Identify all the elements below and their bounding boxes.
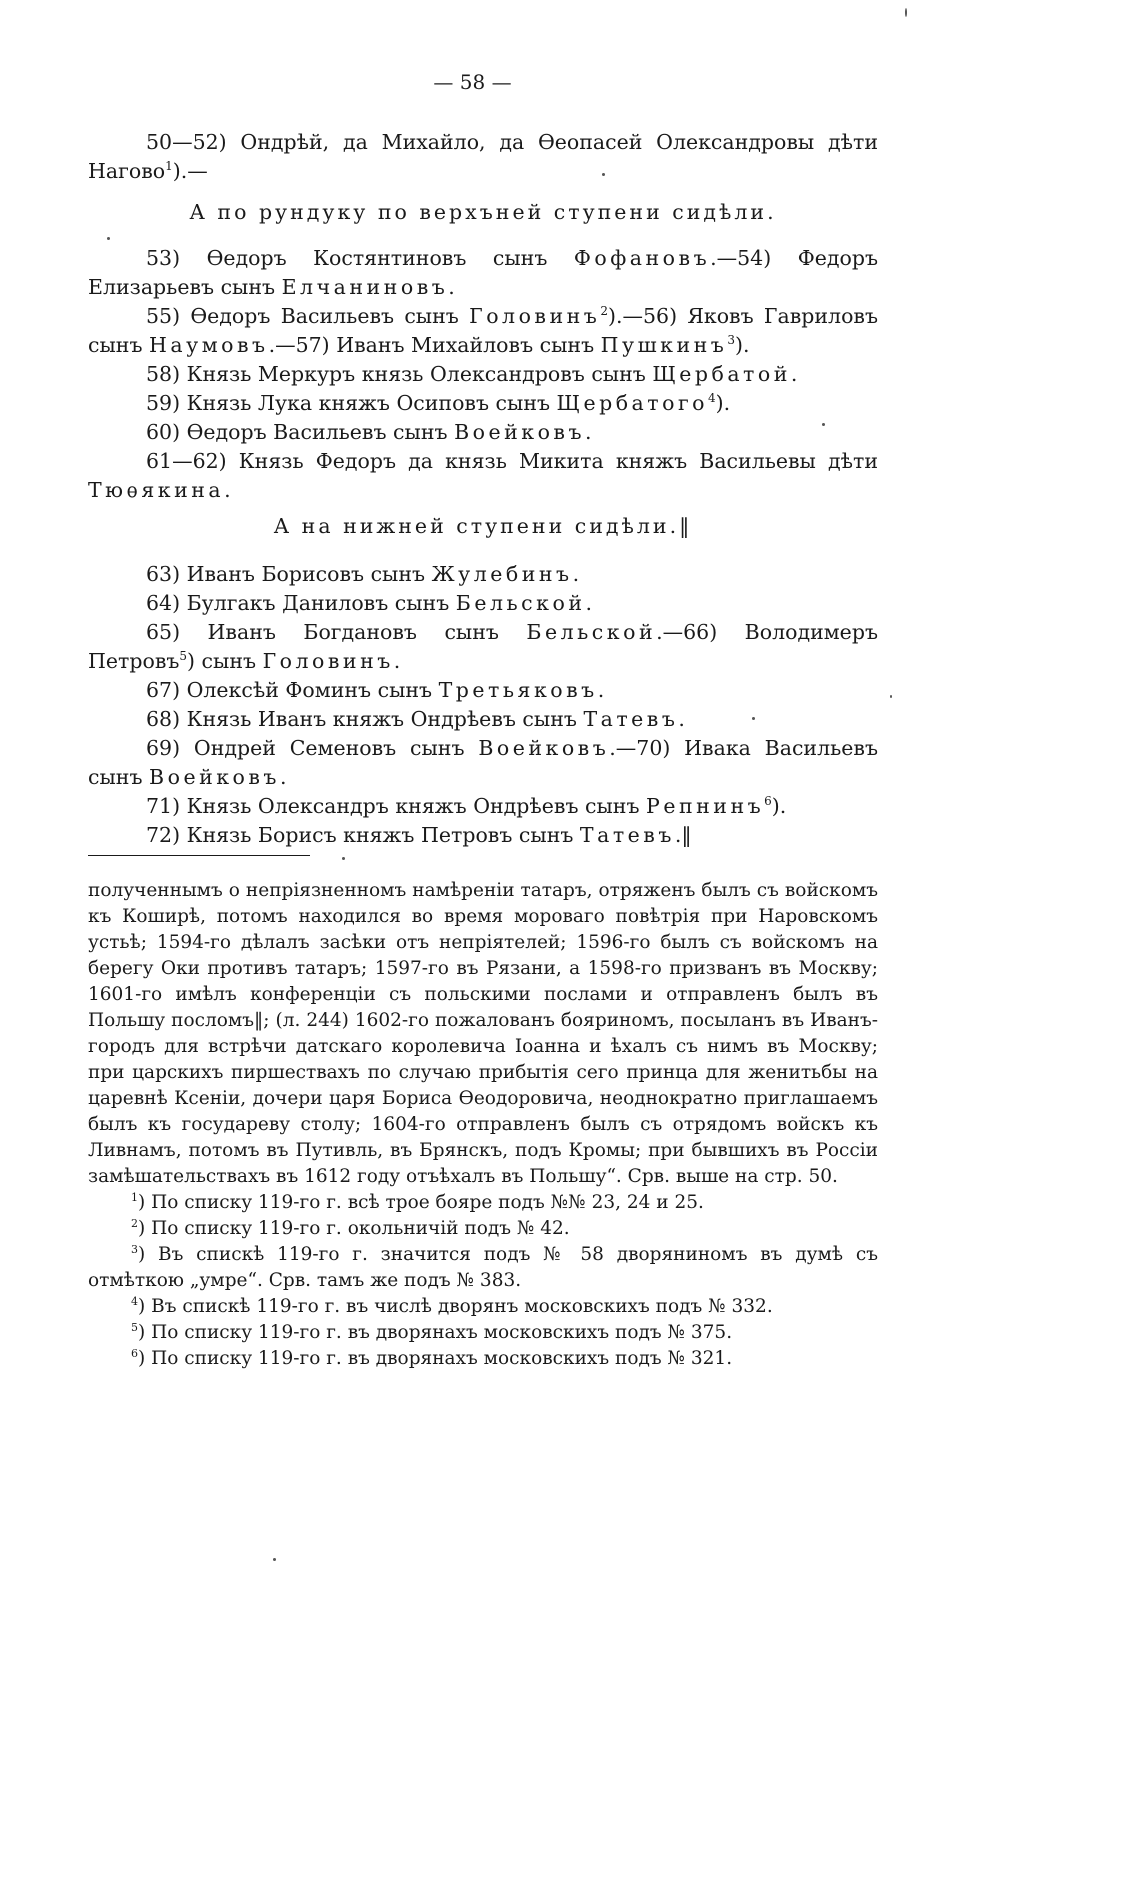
- entry-text: .: [585, 420, 592, 444]
- entry-text: 63) Иванъ Борисовъ сынъ: [146, 562, 432, 586]
- footnote-mark: 5: [131, 1320, 138, 1334]
- footnote-mark: 1: [131, 1190, 138, 1204]
- scan-speck: [602, 173, 605, 176]
- footnote-mark: 3: [131, 1242, 138, 1256]
- footnote-ref: 2: [600, 304, 608, 319]
- footnote-text: ) По списку 119-го г. всѣ трое бояре подъ №№ 23, 24 и 25.: [138, 1192, 704, 1213]
- footnote-mark: 6: [131, 1346, 138, 1360]
- page-number: — 58 —: [433, 70, 512, 94]
- entry-text: во: [141, 159, 166, 183]
- surname: Головинъ: [262, 649, 394, 673]
- footnote-text: ) Въ спискѣ 119-го г. значится подъ № 58 дворяниномъ въ думѣ съ отмѣткою „умре“. Срв. тамъ же подъ № 383.: [88, 1244, 878, 1291]
- entry-text: .: [585, 591, 593, 615]
- footnote-1: [88, 1190, 878, 1216]
- entry-text: 69) Ондрей Семеновъ сынъ: [146, 736, 479, 760]
- entry-55-57: [88, 302, 878, 360]
- entry-text: 50—52) Ондрѣй, да Михайло, да Ѳеопасей Олександровы дѣти Наго: [88, 130, 878, 183]
- entries-lower-step: [88, 560, 878, 850]
- entry-text: 61—62) Князь Федоръ да князь Микита княжъ Васильевы дѣти: [146, 449, 878, 473]
- footnote-continuation: полученнымъ о непріязненномъ намѣреніи татаръ, отряженъ былъ съ войскомъ къ Коширѣ, потомъ находился во время мороваго повѣтрія при Наровскомъ устьѣ; 1594-го дѣлалъ засѣки отъ непріятелей; 1596-го былъ съ войскомъ на берегу Оки противъ татаръ; 1597-го въ Рязани, а 1598-го призванъ въ Москву; 1601-го имѣлъ конференціи съ польскими послами и отправленъ былъ въ Польшу посломъ‖; (л. 244) 1602-го пожалованъ бояриномъ, посыланъ въ Иванъ-городъ для встрѣчи датскаго королевича Іоанна и ѣхалъ съ нимъ въ Москву; при царскихъ пиршествахъ по случаю прибытія сего принца для женитьбы на царевнѣ Ксеніи, дочери царя Бориса Ѳеодоровича, неоднократно приглашаемъ былъ къ государеву столу; 1604-го отправленъ былъ съ отрядомъ войскъ къ Ливнамъ, потомъ въ Путивль, въ Брянскъ, подъ Кромы; при бывшихъ въ Россіи замѣшательствахъ въ 1612 году отъѣхалъ въ Польшу“. Срв. выше на стр. 50.: [88, 880, 878, 1187]
- entry-60: [88, 418, 878, 447]
- entries-upper-step: [88, 244, 878, 505]
- surname: Фофановъ: [573, 246, 711, 270]
- entry-50-52: [88, 128, 878, 186]
- footnote-2: [88, 1216, 878, 1242]
- entry-text: 72) Князь Борисъ княжъ Петровъ сынъ: [146, 823, 580, 847]
- entry-72: [88, 821, 878, 850]
- entry-61-62: [88, 447, 878, 505]
- entry-block-top: [88, 128, 878, 186]
- entry-text: .: [393, 649, 401, 673]
- entry-text: ).: [715, 391, 731, 415]
- entry-53-54: [88, 244, 878, 302]
- entry-text: .: [224, 478, 231, 502]
- entry-text: .: [678, 707, 685, 731]
- entry-64: [88, 589, 878, 618]
- surname: Татевъ: [583, 707, 679, 731]
- entry-59: [88, 389, 878, 418]
- surname: Воейковъ: [149, 765, 280, 789]
- entry-text: .—57) Иванъ Михайловъ сынъ: [268, 333, 601, 357]
- entry-text: 55) Ѳедоръ Васильевъ сынъ: [146, 304, 470, 328]
- surname: Репнинъ: [646, 794, 765, 818]
- surname: Воейковъ: [454, 420, 586, 444]
- footnote-ref: 1: [165, 159, 173, 174]
- scan-speck: [905, 8, 907, 17]
- surname: Бельской: [526, 620, 657, 644]
- footnote-text: ) Въ спискѣ 119-го г. въ числѣ дворянъ московскихъ подъ № 332.: [138, 1296, 773, 1317]
- entry-text: .‖: [674, 823, 692, 847]
- surname: Татевъ: [579, 823, 675, 847]
- entry-text: 59) Князь Лука княжъ Осиповъ сынъ: [146, 391, 557, 415]
- entry-68: [88, 705, 878, 734]
- footnote-text: ) По списку 119-го г. окольничій подъ № 42.: [138, 1218, 570, 1239]
- section-heading-lower: А на нижней ступени сидѣли.‖: [273, 514, 693, 538]
- entry-67: [88, 676, 878, 705]
- footnote-mark: 4: [131, 1294, 138, 1308]
- entry-71: [88, 792, 878, 821]
- scan-speck: [273, 1558, 276, 1561]
- surname: Головинъ: [469, 304, 601, 328]
- entry-text: .—54) Федоръ Елизарьевъ сынъ: [88, 246, 878, 299]
- scan-speck: [752, 717, 755, 720]
- footnote-6: [88, 1346, 878, 1372]
- footnote-text: ) По списку 119-го г. въ дворянахъ московскихъ подъ № 321.: [138, 1348, 733, 1369]
- scan-speck: [342, 857, 345, 860]
- entry-text: 58) Князь Меркуръ князь Олександровъ сынъ: [146, 362, 653, 386]
- entry-text: .—70) Ивака Васильевъ сынъ: [88, 736, 878, 789]
- entry-text: .—66) Володимеръ Петровъ: [88, 620, 878, 673]
- footnote-5: [88, 1320, 878, 1346]
- entry-text: 53) Ѳедоръ Костянтиновъ сынъ: [146, 246, 574, 270]
- scan-speck: [890, 695, 892, 698]
- surname: Тюѳякина: [88, 478, 225, 502]
- entry-text: .: [448, 275, 455, 299]
- footnote-separator: [88, 855, 310, 856]
- entry-text: .: [597, 678, 605, 702]
- footnote-ref: 5: [179, 649, 188, 664]
- surname: Елчаниновъ: [281, 275, 449, 299]
- entry-text: 68) Князь Иванъ княжъ Ондрѣевъ сынъ: [146, 707, 584, 731]
- entry-text: ).—56) Яковъ Гавриловъ сынъ: [88, 304, 878, 357]
- footnote-text: ) По списку 119-го г. въ дворянахъ московскихъ подъ № 375.: [138, 1322, 733, 1343]
- surname: Воейковъ: [478, 736, 610, 760]
- surname: Щербатого: [556, 391, 709, 415]
- footnote-ref: 6: [764, 794, 772, 809]
- entry-text: 71) Князь Олександръ княжъ Ондрѣевъ сынъ: [146, 794, 647, 818]
- footnotes-area: [88, 878, 878, 1372]
- entry-text: ).—: [172, 159, 208, 183]
- footnote-ref: 4: [708, 391, 716, 406]
- entry-text: ) сынъ: [187, 649, 263, 673]
- entry-text: 60) Ѳедоръ Васильевъ сынъ: [146, 420, 455, 444]
- surname: Щербатой: [652, 362, 791, 386]
- section-heading-lower-wrap: [88, 512, 878, 541]
- entry-58: [88, 360, 878, 389]
- footnote-4: [88, 1294, 878, 1320]
- surname: Третьяковъ: [438, 678, 598, 702]
- entry-69-70: [88, 734, 878, 792]
- scan-speck: [822, 423, 825, 426]
- entry-63: [88, 560, 878, 589]
- entry-65-66: [88, 618, 878, 676]
- surname: Пушкинъ: [600, 333, 728, 357]
- section-heading-upper: А по рундуку по верхъней ступени сидѣли.: [189, 200, 777, 224]
- footnote-3: [88, 1242, 878, 1294]
- surname: Жулебинъ: [431, 562, 573, 586]
- footnote-ref: 3: [727, 333, 735, 348]
- entry-text: ).: [771, 794, 787, 818]
- surname: Наумовъ: [149, 333, 269, 357]
- entry-text: 64) Булгакъ Даниловъ сынъ: [146, 591, 456, 615]
- scan-speck: [107, 237, 110, 240]
- entry-text: .: [279, 765, 287, 789]
- footnote-mark: 2: [131, 1216, 138, 1230]
- entry-text: 67) Олексѣй Фоминъ сынъ: [146, 678, 439, 702]
- entry-text: .: [572, 562, 580, 586]
- entry-text: .: [790, 362, 798, 386]
- section-heading-upper-wrap: [88, 198, 878, 227]
- entry-text: 65) Иванъ Богдановъ сынъ: [146, 620, 527, 644]
- entry-text: ).: [734, 333, 750, 357]
- surname: Бельской: [455, 591, 586, 615]
